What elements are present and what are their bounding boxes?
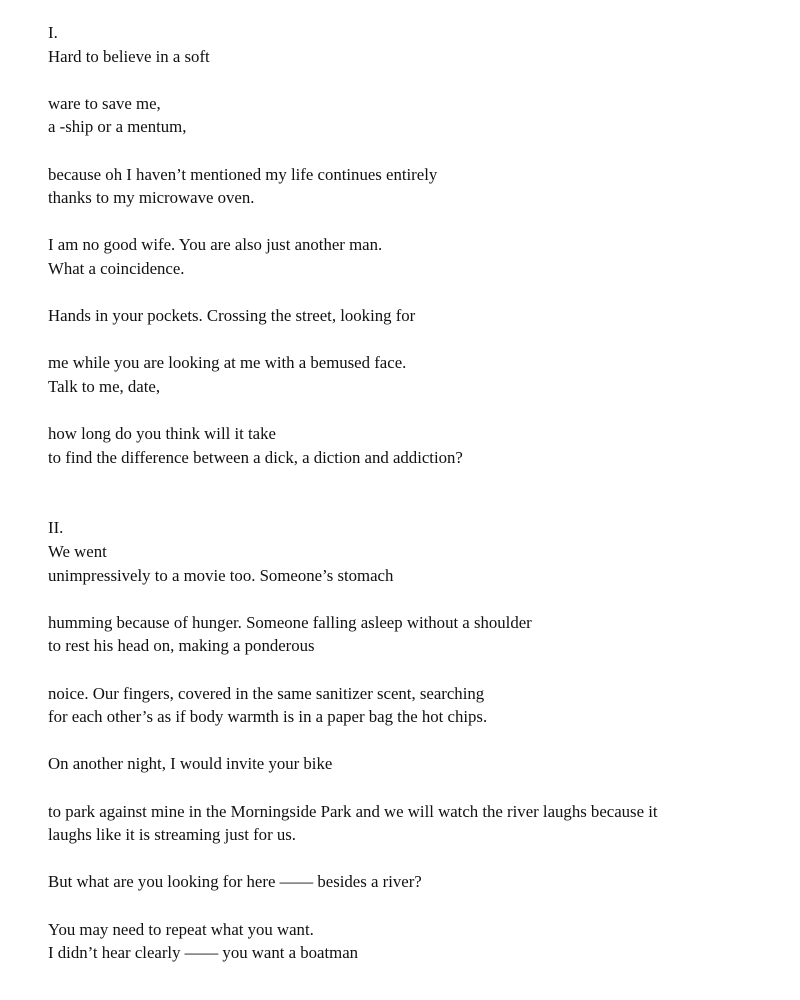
- stanza: [48, 233, 788, 280]
- stanza: [48, 800, 788, 847]
- poem-line: humming because of hunger. Someone falling asleep without a shoulder: [48, 612, 532, 632]
- poem-line: me while you are looking at me with a bemused face.: [48, 353, 407, 373]
- poem-line: ware to save me,: [48, 93, 161, 113]
- poem-line: Hard to believe in a soft: [48, 46, 210, 66]
- poem-line: thanks to my microwave oven.: [48, 188, 255, 208]
- stanza: [48, 611, 788, 658]
- poem-line: to rest his head on, making a ponderous: [48, 636, 315, 656]
- poem-line: Hands in your pockets. Crossing the street, looking for: [48, 306, 416, 326]
- poem-line: unimpressively to a movie too. Someone’s stomach: [48, 565, 394, 585]
- stanza: [48, 752, 788, 776]
- poem-line: You may need to repeat what you want.: [48, 919, 314, 939]
- stanza: [48, 870, 788, 894]
- poem-line: We went: [48, 542, 107, 562]
- poem-line: because oh I haven’t mentioned my life continues entirely: [48, 164, 438, 184]
- section-heading: I.: [48, 23, 58, 42]
- poem-line: how long do you think will it take: [48, 424, 276, 444]
- poem-line: for each other’s as if body warmth is in a paper bag the hot chips.: [48, 707, 488, 727]
- section-divider: [48, 493, 788, 517]
- section-1: [48, 21, 788, 469]
- stanza: [48, 163, 788, 210]
- poem-line: laughs like it is streaming just for us.: [48, 825, 296, 845]
- poem-line: a -ship or a mentum,: [48, 117, 187, 137]
- poem-line: to park against mine in the Morningside Park and we will watch the river laughs because it: [48, 801, 658, 821]
- poem-line: Talk to me, date,: [48, 376, 161, 396]
- poem-line: noice. Our fingers, covered in the same sanitizer scent, searching: [48, 683, 485, 703]
- poem-line: What a coincidence.: [48, 258, 185, 278]
- section-2: [48, 516, 788, 964]
- section-heading: II.: [48, 518, 64, 538]
- poem-line: to find the difference between a dick, a diction and addiction?: [48, 447, 463, 467]
- stanza: [48, 92, 788, 139]
- poem-line: But what are you looking for here —— besides a river?: [48, 872, 422, 892]
- stanza: [48, 304, 788, 328]
- stanza: [48, 540, 788, 587]
- stanza: [48, 351, 788, 398]
- stanza: [48, 422, 788, 469]
- poem-line: I am no good wife. You are also just another man.: [48, 235, 383, 255]
- poem: [48, 21, 788, 988]
- stanza: [48, 682, 788, 729]
- poem-line: I didn’t hear clearly —— you want a boatman: [48, 943, 359, 963]
- poem-line: On another night, I would invite your bike: [48, 754, 333, 774]
- stanza: [48, 918, 788, 965]
- stanza: [48, 45, 788, 69]
